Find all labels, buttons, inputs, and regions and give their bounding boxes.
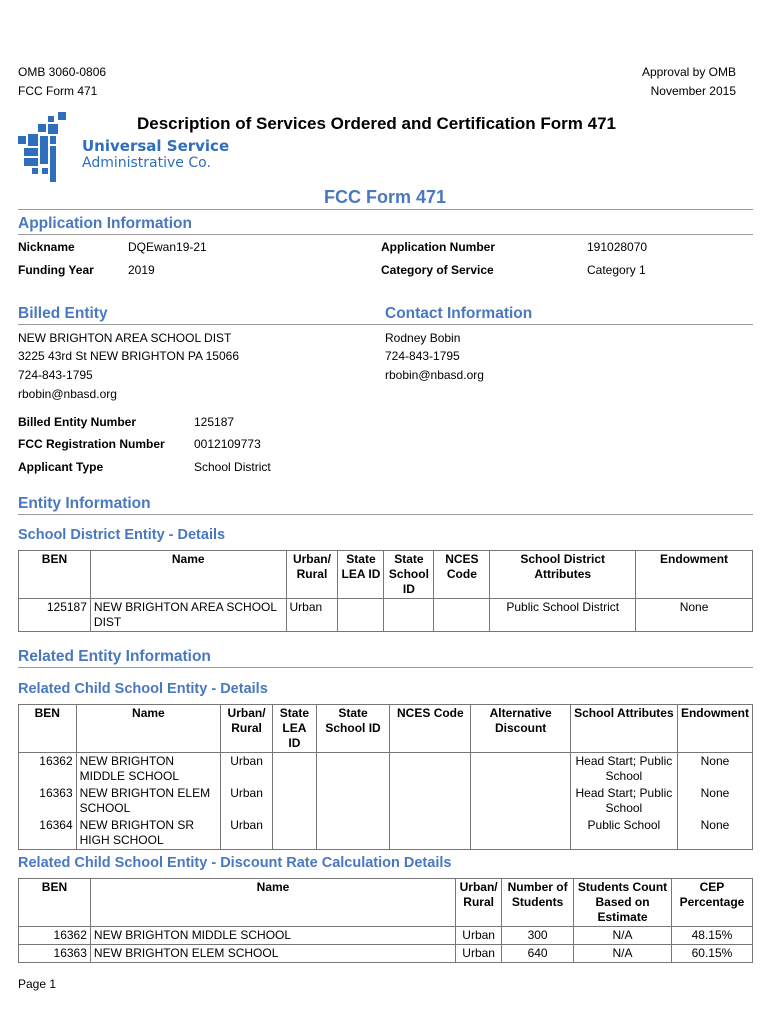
divider (18, 667, 753, 668)
col-ben: BEN (19, 551, 91, 599)
cell-name: NEW BRIGHTON SR HIGH SCHOOL (76, 817, 220, 850)
cell-name: NEW BRIGHTON MIDDLE SCHOOL (76, 753, 220, 786)
cell-alternative-discount (471, 785, 570, 817)
cell-number-of-students: 300 (502, 927, 574, 945)
cell-ben: 16363 (19, 785, 77, 817)
cell-ben: 16362 (19, 927, 91, 945)
col-state-lea-id: State LEA ID (338, 551, 384, 599)
related-entity-heading: Related Entity Information (18, 648, 211, 665)
cell-name: NEW BRIGHTON MIDDLE SCHOOL (90, 927, 455, 945)
discount-details-heading: Related Child School Entity - Discount Rate Calculation Details (18, 855, 452, 871)
col-number-of-students: Number of Students (502, 879, 574, 927)
cell-nces-code (390, 785, 471, 817)
col-students-count-estimate: Students Count Based on Estimate (574, 879, 672, 927)
col-ben: BEN (19, 705, 77, 753)
billed-entity-phone: 724-843-1795 (18, 368, 93, 382)
application-number-value: 191028070 (587, 240, 648, 254)
cell-cep-percentage: 48.15% (671, 927, 752, 945)
cell-endowment: None (636, 599, 753, 632)
category-label: Category of Service (381, 263, 494, 277)
cell-state-school-id (316, 817, 389, 850)
fcc-reg-label: FCC Registration Number (18, 437, 165, 451)
contact-phone: 724-843-1795 (385, 349, 460, 363)
cell-ben: 125187 (19, 599, 91, 632)
table-header-row (19, 879, 753, 927)
cell-name: NEW BRIGHTON ELEM SCHOOL (76, 785, 220, 817)
cell-urban-rural: Urban (221, 817, 273, 850)
contact-email: rbobin@nbasd.org (385, 368, 484, 382)
applicant-type-value: School District (194, 460, 271, 474)
cell-state-school-id (316, 753, 389, 786)
table-row (19, 927, 753, 945)
col-nces-code: NCES Code (390, 705, 471, 753)
col-ben: BEN (19, 879, 91, 927)
col-name: Name (90, 879, 455, 927)
cell-cep-percentage: 60.15% (671, 945, 752, 963)
entity-info-heading: Entity Information (18, 495, 151, 512)
cell-name: NEW BRIGHTON ELEM SCHOOL (90, 945, 455, 963)
table-header-row (19, 551, 753, 599)
discount-table (18, 878, 753, 963)
col-endowment: Endowment (677, 705, 752, 753)
district-table (18, 550, 753, 632)
application-number-label: Application Number (381, 240, 496, 254)
col-state-lea-id: State LEA ID (272, 705, 316, 753)
cell-state-school-id (384, 599, 434, 632)
billed-entity-email: rbobin@nbasd.org (18, 387, 117, 401)
cell-school-attributes: Head Start; Public School (570, 753, 677, 786)
funding-year-label: Funding Year (18, 263, 94, 277)
cell-state-lea-id (338, 599, 384, 632)
contact-info-heading: Contact Information (385, 305, 533, 322)
table-row (19, 599, 753, 632)
cell-urban-rural: Urban (221, 785, 273, 817)
cell-ben: 16364 (19, 817, 77, 850)
cell-nces-code (390, 753, 471, 786)
col-alternative-discount: Alternative Discount (471, 705, 570, 753)
cell-endowment: None (677, 753, 752, 786)
divider (18, 209, 753, 210)
col-urban-rural: Urban/ Rural (286, 551, 338, 599)
nickname-label: Nickname (18, 240, 75, 254)
page-number: Page 1 (18, 977, 57, 991)
col-name: Name (90, 551, 286, 599)
cell-district-attributes: Public School District (490, 599, 636, 632)
table-row (19, 785, 753, 817)
cell-school-attributes: Head Start; Public School (570, 785, 677, 817)
omb-date: November 2015 (650, 84, 736, 98)
cell-nces-code (434, 599, 490, 632)
table-row (19, 817, 753, 850)
cell-state-lea-id (272, 785, 316, 817)
child-school-table (18, 704, 753, 850)
col-state-school-id: State School ID (316, 705, 389, 753)
district-details-heading: School District Entity - Details (18, 527, 226, 543)
page-title: Description of Services Ordered and Certification Form 471 (137, 114, 616, 133)
col-urban-rural: Urban/ Rural (221, 705, 273, 753)
cell-nces-code (390, 817, 471, 850)
applicant-type-label: Applicant Type (18, 460, 104, 474)
billed-entity-address: 3225 43rd St NEW BRIGHTON PA 15066 (18, 349, 239, 363)
billed-entity-name: NEW BRIGHTON AREA SCHOOL DIST (18, 331, 232, 345)
cell-ben: 16363 (19, 945, 91, 963)
cell-students-count-estimate: N/A (574, 945, 672, 963)
table-row (19, 753, 753, 786)
cell-urban-rural: Urban (221, 753, 273, 786)
cell-ben: 16362 (19, 753, 77, 786)
logo-line2: Administrative Co. (82, 155, 211, 171)
col-endowment: Endowment (636, 551, 753, 599)
contact-name: Rodney Bobin (385, 331, 461, 345)
cell-state-school-id (316, 785, 389, 817)
divider (18, 514, 753, 515)
table-header-row (19, 705, 753, 753)
table-row (19, 945, 753, 963)
omb-approval: Approval by OMB (641, 65, 736, 79)
ben-value: 125187 (194, 415, 235, 429)
cell-urban-rural: Urban (456, 927, 502, 945)
col-nces-code: NCES Code (434, 551, 490, 599)
usac-logo-icon (14, 112, 74, 184)
cell-name: NEW BRIGHTON AREA SCHOOL DIST (90, 599, 286, 632)
cell-state-lea-id (272, 753, 316, 786)
fcc-reg-value: 0012109773 (194, 437, 261, 451)
cell-alternative-discount (471, 817, 570, 850)
logo-line1: Universal Service (82, 137, 230, 155)
form-heading: FCC Form 471 (323, 187, 447, 207)
col-urban-rural: Urban/ Rural (456, 879, 502, 927)
application-info-heading: Application Information (18, 215, 192, 232)
cell-endowment: None (677, 817, 752, 850)
divider (18, 234, 753, 235)
cell-urban-rural: Urban (456, 945, 502, 963)
divider (18, 324, 753, 325)
nickname-value: DQEwan19-21 (128, 240, 207, 254)
form-number: FCC Form 471 (18, 84, 98, 98)
col-state-school-id: State School ID (384, 551, 434, 599)
cell-school-attributes: Public School (570, 817, 677, 850)
col-school-attributes: School Attributes (570, 705, 677, 753)
col-cep-percentage: CEP Percentage (671, 879, 752, 927)
funding-year-value: 2019 (128, 263, 155, 277)
child-details-heading: Related Child School Entity - Details (18, 681, 268, 697)
ben-label: Billed Entity Number (18, 415, 137, 429)
cell-students-count-estimate: N/A (574, 927, 672, 945)
col-district-attributes: School District Attributes (490, 551, 636, 599)
category-value: Category 1 (587, 263, 646, 277)
billed-entity-heading: Billed Entity (18, 305, 108, 322)
col-name: Name (76, 705, 220, 753)
cell-endowment: None (677, 785, 752, 817)
cell-alternative-discount (471, 753, 570, 786)
cell-number-of-students: 640 (502, 945, 574, 963)
cell-urban-rural: Urban (286, 599, 338, 632)
omb-number: OMB 3060-0806 (18, 65, 107, 79)
cell-state-lea-id (272, 817, 316, 850)
